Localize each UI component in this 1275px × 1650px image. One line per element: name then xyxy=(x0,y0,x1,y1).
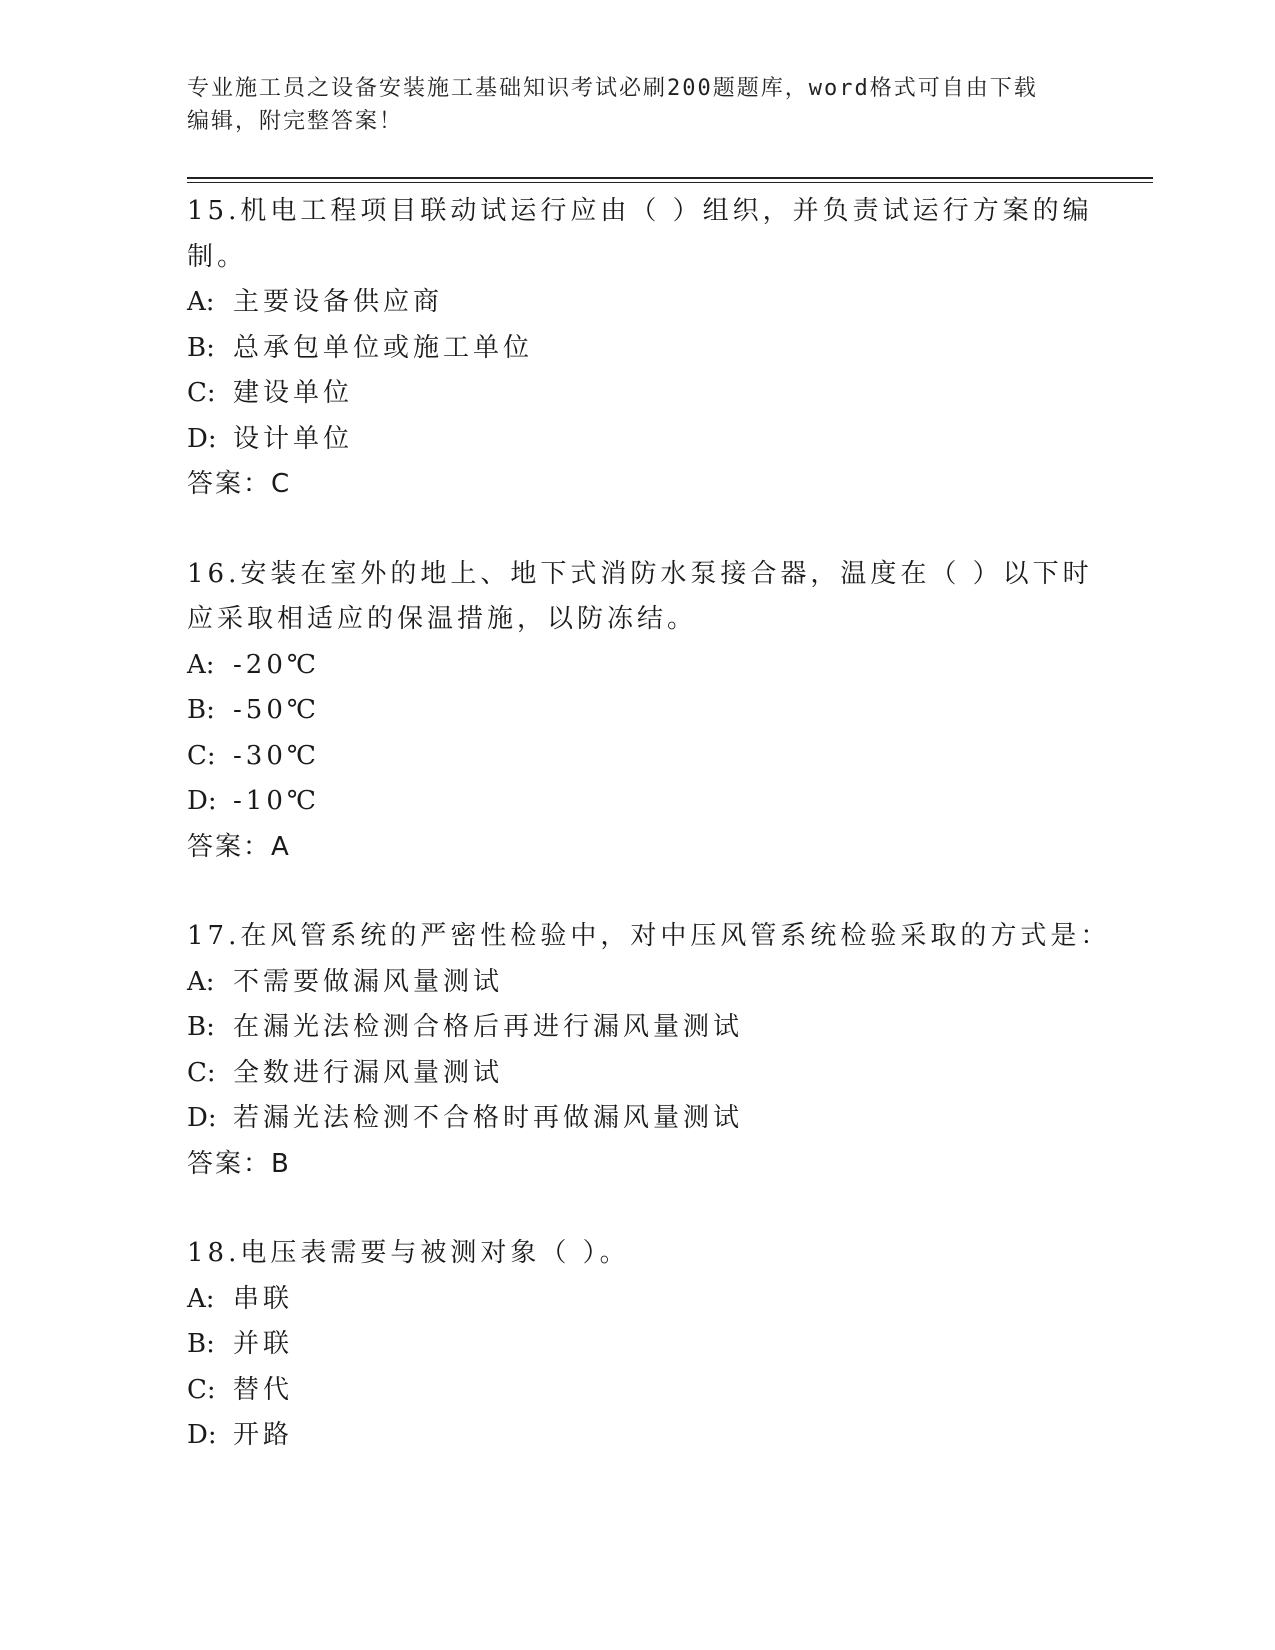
question-18 xyxy=(187,1231,1087,1459)
question-list xyxy=(187,189,1111,1459)
document-header xyxy=(187,72,1087,138)
option-text: 替代 xyxy=(233,1374,294,1405)
header-divider-thin xyxy=(187,182,1153,183)
option-text: 全数进行漏风量测试 xyxy=(233,1057,504,1088)
question-stem-line: 应采取相适应的保温措施，以防冻结。 xyxy=(187,604,698,634)
question-stem-line: 16.安装在室外的地上、地下式消防水泵接合器，温度在（ ）以下时 xyxy=(187,558,1093,589)
option-b xyxy=(187,688,1087,734)
option-c xyxy=(187,734,1087,780)
option-key: A: xyxy=(187,1283,215,1314)
option-key: A: xyxy=(187,966,215,997)
option-key: D: xyxy=(187,423,217,454)
option-key: A: xyxy=(187,649,215,680)
option-a xyxy=(187,960,1087,1006)
option-key: A: xyxy=(187,287,215,317)
option-d xyxy=(187,417,1087,463)
option-text: 建设单位 xyxy=(233,378,354,408)
option-key: B: xyxy=(187,695,215,725)
header-line-1: 专业施工员之设备安装施工基础知识考试必刷200题题库，word格式可自由下载 xyxy=(187,76,1038,101)
option-key: C: xyxy=(187,1374,216,1405)
option-key: C: xyxy=(187,1057,216,1088)
header-line-2: 编辑，附完整答案！ xyxy=(187,109,404,134)
question-17 xyxy=(187,914,1111,1187)
option-key: B: xyxy=(187,1329,215,1359)
header-divider-thick xyxy=(187,177,1153,179)
option-text: 主要设备供应商 xyxy=(233,287,444,317)
option-key: B: xyxy=(187,332,215,363)
option-text: 并联 xyxy=(233,1329,294,1359)
question-stem-line: 15.机电工程项目联动试运行应由（ ）组织，并负责试运行方案的编 xyxy=(187,196,1093,226)
option-d xyxy=(187,1096,1087,1142)
question-stem-line: 17.在风管系统的严密性检验中，对中压风管系统检验采取的方式是： xyxy=(187,921,1111,951)
option-a xyxy=(187,643,1087,689)
option-a xyxy=(187,280,1087,326)
question-15 xyxy=(187,189,1093,508)
question-stem-line: 18.电压表需要与被测对象（ ）。 xyxy=(187,1238,630,1268)
option-key: B: xyxy=(187,1012,215,1042)
option-c xyxy=(187,1051,1087,1097)
answer-line: 答案：C xyxy=(187,469,292,499)
option-c xyxy=(187,1368,1087,1414)
option-b xyxy=(187,1005,1087,1051)
option-key: D: xyxy=(187,1420,217,1450)
question-16 xyxy=(187,552,1093,871)
option-c xyxy=(187,371,1087,417)
option-b xyxy=(187,326,1087,372)
option-key: D: xyxy=(187,786,217,816)
option-b xyxy=(187,1322,1087,1368)
option-text: -10℃ xyxy=(233,786,320,816)
option-text: -20℃ xyxy=(233,649,320,680)
option-d xyxy=(187,1413,1087,1459)
option-text: 若漏光法检测不合格时再做漏风量测试 xyxy=(233,1103,744,1133)
option-text: 不需要做漏风量测试 xyxy=(233,966,504,997)
option-text: 串联 xyxy=(233,1283,294,1314)
option-text: -30℃ xyxy=(233,740,320,771)
option-key: D: xyxy=(187,1103,217,1133)
option-key: C: xyxy=(187,740,216,771)
question-stem-line: 制。 xyxy=(187,241,248,272)
option-key: C: xyxy=(187,378,216,408)
answer-line: 答案：A xyxy=(187,831,291,862)
option-text: 开路 xyxy=(233,1420,294,1450)
option-text: -50℃ xyxy=(233,695,320,725)
option-text: 设计单位 xyxy=(233,423,354,454)
option-text: 总承包单位或施工单位 xyxy=(233,332,534,363)
answer-line: 答案：B xyxy=(187,1148,291,1179)
option-a xyxy=(187,1277,1087,1323)
option-d xyxy=(187,779,1087,825)
option-text: 在漏光法检测合格后再进行漏风量测试 xyxy=(233,1012,744,1042)
